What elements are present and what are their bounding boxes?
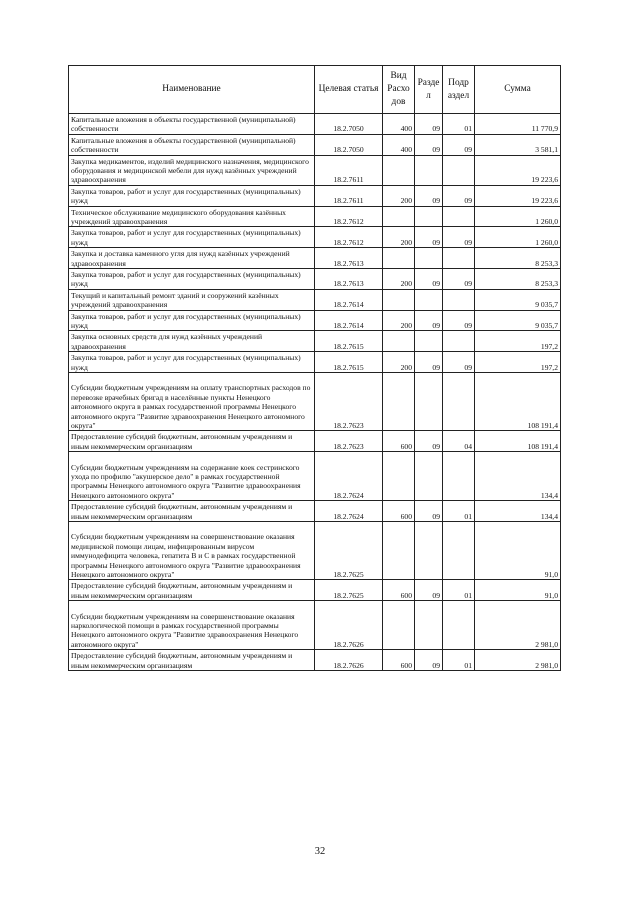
cell-expense-type: 400 (383, 134, 415, 155)
cell-expense-type: 600 (383, 501, 415, 522)
cell-target-article: 18.2.7611 (315, 155, 383, 185)
cell-subsection: 01 (443, 580, 475, 601)
header-section: Разде л (415, 66, 443, 114)
cell-name: Закупка медикаментов, изделий медицинского назначения, медицинского оборудования и медицинской мебели для нужд казённых учреждений здравоохранения (69, 155, 315, 185)
cell-expense-type (383, 155, 415, 185)
cell-sum: 1 260,0 (475, 206, 561, 227)
cell-subsection: 01 (443, 650, 475, 671)
table-row (69, 331, 561, 352)
cell-sum: 9 035,7 (475, 310, 561, 331)
cell-target-article: 18.2.7626 (315, 601, 383, 650)
cell-name: Закупка товаров, работ и услуг для государственных (муниципальных) нужд (69, 268, 315, 289)
cell-subsection (443, 601, 475, 650)
cell-name: Техническое обслуживание медицинского оборудования казённых учреждений здравоохранения (69, 206, 315, 227)
cell-expense-type (383, 248, 415, 269)
cell-sum: 1 260,0 (475, 227, 561, 248)
cell-sum: 3 581,1 (475, 134, 561, 155)
cell-section: 09 (415, 134, 443, 155)
cell-section: 09 (415, 580, 443, 601)
cell-name: Капитальные вложения в объекты государственной (муниципальной) собственности (69, 134, 315, 155)
cell-name: Закупка и доставка каменного угля для нужд казённых учреждений здравоохранения (69, 248, 315, 269)
table-row (69, 155, 561, 185)
cell-subsection (443, 521, 475, 579)
cell-section: 09 (415, 431, 443, 452)
cell-target-article: 18.2.7611 (315, 185, 383, 206)
cell-subsection (443, 248, 475, 269)
cell-expense-type: 200 (383, 227, 415, 248)
cell-name: Предоставление субсидий бюджетным, автономным учреждениям и иным некоммерческим организациям (69, 431, 315, 452)
cell-section (415, 289, 443, 310)
cell-target-article: 18.2.7625 (315, 580, 383, 601)
table-row (69, 352, 561, 373)
cell-section: 09 (415, 114, 443, 135)
cell-sum: 197,2 (475, 331, 561, 352)
header-name: Наименование (69, 66, 315, 114)
cell-expense-type: 400 (383, 114, 415, 135)
cell-subsection: 09 (443, 310, 475, 331)
cell-section (415, 601, 443, 650)
table-row (69, 372, 561, 430)
cell-sum: 2 981,0 (475, 650, 561, 671)
cell-expense-type (383, 601, 415, 650)
cell-name: Субсидии бюджетным учреждениям на содержание коек сестринского ухода по профилю "акушерское дело" в рамках государственной программы Ненецкого автономного округа "Развитие здравоохранения Ненецкого автономного округа" (69, 452, 315, 501)
table-row (69, 452, 561, 501)
cell-target-article: 18.2.7612 (315, 227, 383, 248)
cell-section (415, 452, 443, 501)
cell-section (415, 248, 443, 269)
cell-sum: 11 770,9 (475, 114, 561, 135)
table-row (69, 580, 561, 601)
table-row (69, 268, 561, 289)
table-row (69, 114, 561, 135)
table-row (69, 501, 561, 522)
cell-subsection (443, 331, 475, 352)
cell-expense-type: 200 (383, 310, 415, 331)
cell-name: Текущий и капитальный ремонт зданий и сооружений казённых учреждений здравоохранения (69, 289, 315, 310)
cell-name: Субсидии бюджетным учреждениям на совершенствование оказания медицинской помощи лицам, инфицированным вирусом иммунодефицита человека, гепатита В и С в рамках государственной программы Ненецкого автономного округа "Развитие здравоохранения Ненецкого автономного округа" (69, 521, 315, 579)
cell-sum: 108 191,4 (475, 372, 561, 430)
cell-expense-type (383, 289, 415, 310)
cell-sum: 91,0 (475, 580, 561, 601)
cell-subsection (443, 155, 475, 185)
cell-sum: 134,4 (475, 452, 561, 501)
cell-name: Субсидии бюджетным учреждениям на совершенствование оказания наркологической помощи в рамках государственной программы Ненецкого автономного округа "Развитие здравоохранения Ненецкого автономного округа" (69, 601, 315, 650)
cell-name: Субсидии бюджетным учреждениям на оплату транспортных расходов по перевозке врачебных бригад в населённые пункты Ненецкого автономного округа в рамках государственной программы Ненецкого автономного округа "Развитие здравоохранения Ненецкого автономного округа" (69, 372, 315, 430)
cell-subsection: 09 (443, 134, 475, 155)
cell-sum: 19 223,6 (475, 185, 561, 206)
cell-sum: 8 253,3 (475, 268, 561, 289)
cell-section: 09 (415, 310, 443, 331)
cell-name: Закупка основных средств для нужд казённых учреждений здравоохранения (69, 331, 315, 352)
cell-expense-type (383, 452, 415, 501)
cell-sum: 19 223,6 (475, 155, 561, 185)
cell-section: 09 (415, 501, 443, 522)
cell-section (415, 155, 443, 185)
cell-name: Предоставление субсидий бюджетным, автономным учреждениям и иным некоммерческим организациям (69, 650, 315, 671)
cell-section (415, 331, 443, 352)
table-row (69, 310, 561, 331)
cell-subsection: 09 (443, 185, 475, 206)
cell-subsection: 01 (443, 501, 475, 522)
cell-target-article: 18.2.7615 (315, 352, 383, 373)
cell-expense-type: 200 (383, 185, 415, 206)
cell-name: Капитальные вложения в объекты государственной (муниципальной) собственности (69, 114, 315, 135)
cell-name: Предоставление субсидий бюджетным, автономным учреждениям и иным некоммерческим организациям (69, 501, 315, 522)
cell-expense-type: 600 (383, 580, 415, 601)
page-number: 32 (314, 846, 326, 857)
cell-section: 09 (415, 185, 443, 206)
cell-sum: 2 981,0 (475, 601, 561, 650)
header-row (69, 66, 561, 114)
table-row (69, 206, 561, 227)
table-row (69, 227, 561, 248)
budget-table-wrapper (68, 65, 560, 671)
cell-expense-type: 600 (383, 431, 415, 452)
cell-subsection (443, 206, 475, 227)
cell-section: 09 (415, 352, 443, 373)
cell-name: Закупка товаров, работ и услуг для государственных (муниципальных) нужд (69, 352, 315, 373)
cell-target-article: 18.2.7615 (315, 331, 383, 352)
cell-target-article: 18.2.7623 (315, 431, 383, 452)
header-expense-type: Вид Расхо дов (383, 66, 415, 114)
cell-expense-type (383, 206, 415, 227)
cell-sum: 8 253,3 (475, 248, 561, 269)
cell-target-article: 18.2.7613 (315, 268, 383, 289)
cell-sum: 134,4 (475, 501, 561, 522)
cell-target-article: 18.2.7624 (315, 452, 383, 501)
cell-sum: 197,2 (475, 352, 561, 373)
header-subsection: Подр аздел (443, 66, 475, 114)
cell-sum: 91,0 (475, 521, 561, 579)
table-body (69, 114, 561, 671)
cell-expense-type: 200 (383, 268, 415, 289)
cell-expense-type (383, 372, 415, 430)
cell-expense-type (383, 521, 415, 579)
table-row (69, 601, 561, 650)
cell-subsection: 09 (443, 227, 475, 248)
cell-target-article: 18.2.7625 (315, 521, 383, 579)
cell-target-article: 18.2.7614 (315, 310, 383, 331)
table-row (69, 521, 561, 579)
cell-subsection: 01 (443, 114, 475, 135)
header-target-article: Целевая статья (315, 66, 383, 114)
table-row (69, 650, 561, 671)
cell-subsection (443, 372, 475, 430)
cell-section: 09 (415, 268, 443, 289)
cell-subsection: 09 (443, 352, 475, 373)
cell-target-article: 18.2.7612 (315, 206, 383, 227)
header-sum: Сумма (475, 66, 561, 114)
cell-subsection (443, 289, 475, 310)
cell-subsection: 04 (443, 431, 475, 452)
cell-expense-type (383, 331, 415, 352)
cell-name: Предоставление субсидий бюджетным, автономным учреждениям и иным некоммерческим организациям (69, 580, 315, 601)
cell-name: Закупка товаров, работ и услуг для государственных (муниципальных) нужд (69, 185, 315, 206)
cell-target-article: 18.2.7613 (315, 248, 383, 269)
cell-section (415, 372, 443, 430)
cell-target-article: 18.2.7614 (315, 289, 383, 310)
cell-section (415, 206, 443, 227)
cell-expense-type: 200 (383, 352, 415, 373)
cell-target-article: 18.2.7050 (315, 114, 383, 135)
cell-target-article: 18.2.7050 (315, 134, 383, 155)
table-row (69, 431, 561, 452)
cell-section: 09 (415, 650, 443, 671)
cell-subsection: 09 (443, 268, 475, 289)
table-row (69, 134, 561, 155)
table-row (69, 248, 561, 269)
cell-name: Закупка товаров, работ и услуг для государственных (муниципальных) нужд (69, 227, 315, 248)
cell-expense-type: 600 (383, 650, 415, 671)
budget-table (68, 65, 561, 671)
cell-target-article: 18.2.7624 (315, 501, 383, 522)
cell-section: 09 (415, 227, 443, 248)
cell-section (415, 521, 443, 579)
cell-subsection (443, 452, 475, 501)
table-row (69, 185, 561, 206)
cell-sum: 9 035,7 (475, 289, 561, 310)
cell-target-article: 18.2.7626 (315, 650, 383, 671)
cell-name: Закупка товаров, работ и услуг для государственных (муниципальных) нужд (69, 310, 315, 331)
cell-sum: 108 191,4 (475, 431, 561, 452)
cell-target-article: 18.2.7623 (315, 372, 383, 430)
table-row (69, 289, 561, 310)
